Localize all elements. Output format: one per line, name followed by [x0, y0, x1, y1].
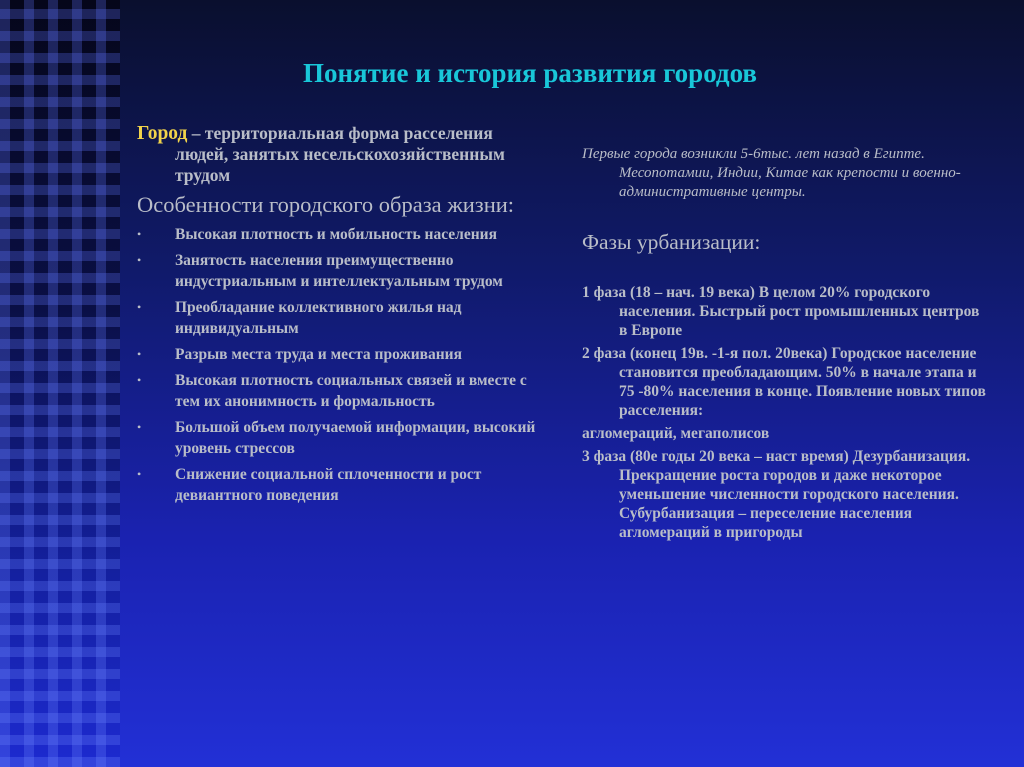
bullet-icon: • [137, 253, 142, 267]
phase-item: 3 фаза (80е годы 20 века – наст время) Дезурбанизация. Прекращение роста городов и даже некоторое уменьшение численности городского населения. Субурбанизация – переселение населения агломераций в пригороды [582, 448, 971, 541]
decorative-side-strip [0, 0, 120, 767]
bullet-icon: • [137, 300, 142, 314]
right-column [582, 145, 987, 546]
list-item: • Преобладание коллективного жилья над индивидуальным [137, 299, 462, 337]
bullet-icon: • [137, 420, 142, 434]
list-item: • Большой объем получаемой информации, высокий уровень стрессов [137, 419, 536, 457]
left-column [137, 123, 537, 511]
city-definition [137, 123, 537, 186]
list-item: • Снижение социальной сплоченности и рост девиантного поведения [137, 466, 482, 504]
phase-item: 2 фаза (конец 19в. -1-я пол. 20века) Городское население становится преобладающим. 50% в начале этапа и 75 -80% населения в конце. Появление новых типов расселения: [582, 345, 986, 419]
phase-item: агломераций, мегаполисов [582, 425, 770, 442]
bullet-icon: • [137, 347, 142, 361]
definition-term: Город [137, 123, 188, 144]
features-heading: Особенности городского образа жизни: [137, 192, 515, 217]
bullet-icon: • [137, 373, 142, 387]
history-intro: Первые города возникли 5-6тыс. лет назад в Египте. Месопотамии, Индии, Китае как крепости и военно-административные центры. [582, 146, 961, 200]
phases-list [582, 283, 987, 542]
list-item: • Высокая плотность социальных связей и вместе с тем их анонимность и формальность [137, 372, 527, 410]
list-item: • Высокая плотность и мобильность населения [137, 226, 497, 243]
phase-item: 1 фаза (18 – нач. 19 века) В целом 20% городского населения. Быстрый рост промышленных центров в Европе [582, 284, 980, 339]
list-item: • Разрыв места труда и места проживания [137, 346, 462, 363]
slide-title: Понятие и история развития городов [303, 58, 757, 88]
list-item: • Занятость населения преимущественно индустриальным и интеллектуальным трудом [137, 252, 503, 290]
bullet-icon: • [137, 467, 142, 481]
features-list [137, 224, 537, 506]
definition-text: – территориальная форма расселения людей, занятых несельскохозяйственным трудом [175, 123, 505, 185]
bullet-icon: • [137, 227, 142, 241]
phases-heading: Фазы урбанизации: [582, 230, 761, 254]
